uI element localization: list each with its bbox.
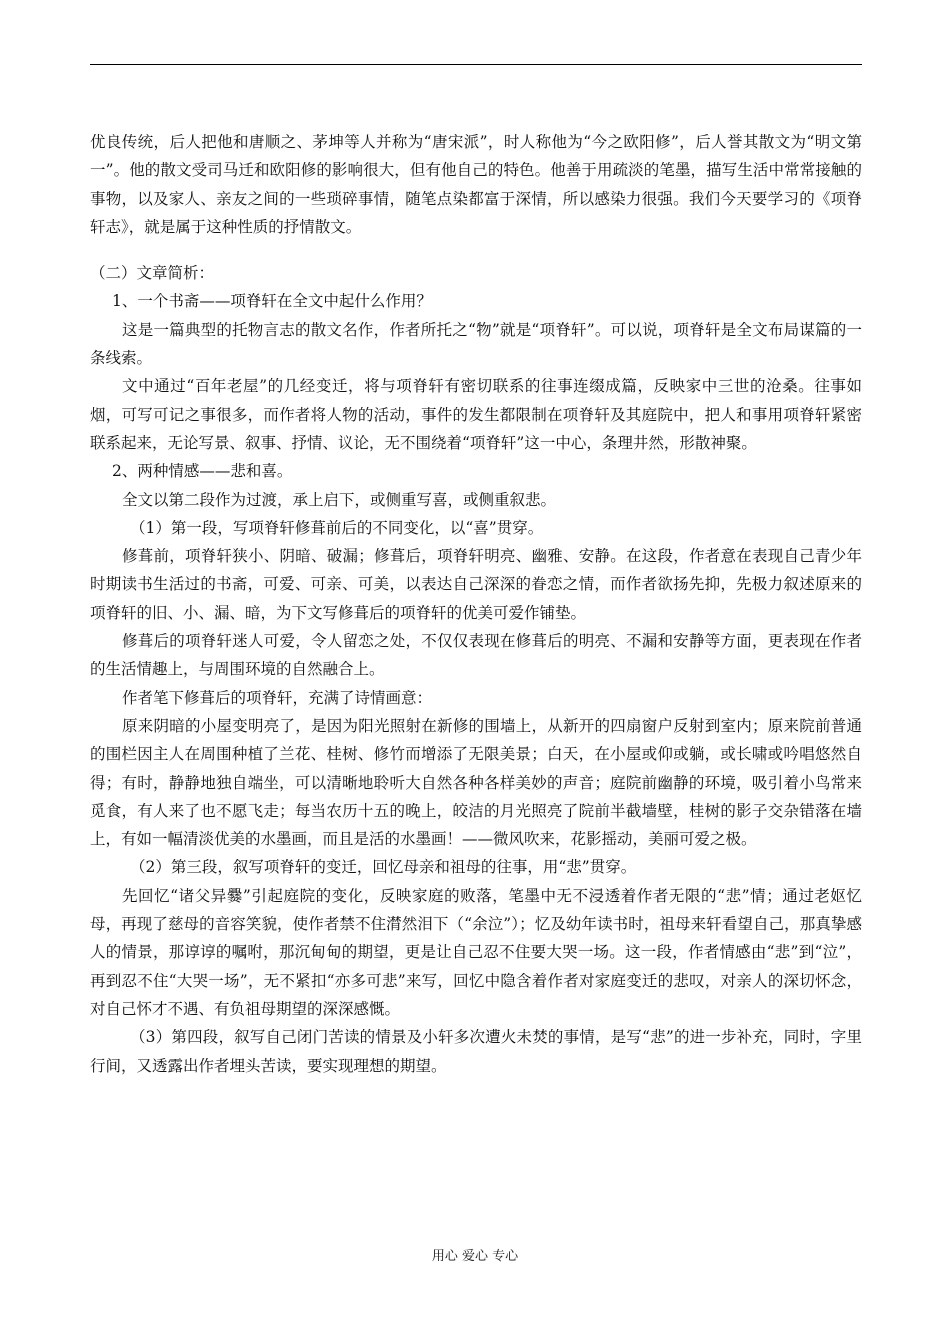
subsection-3-paragraph: （3）第四段，叙写自己闭门苦读的情景及小轩多次遭火未焚的事情，是写“悲”的进一步补充，同时，字里行间，又透露出作者埋头苦读，要实现理想的期望。 bbox=[90, 1028, 862, 1075]
document-body bbox=[90, 128, 862, 1080]
subsection-2-paragraph-1: 先回忆“诸父异爨”引起庭院的变化，反映家庭的败落，笔墨中无不浸透着作者无限的“悲”情；通过老妪忆母，再现了慈母的音容笑貌，使作者禁不住潸然泪下（“余泣”）；忆及幼年读书时，祖母来轩看望自己，那真挚感人的情景，那谆谆的嘱咐，那沉甸甸的期望，更是让自己忍不住要大哭一场。这一段，作者情感由“悲”到“泣”，再到忍不住“大哭一场”，无不紧扣“亦多可悲”来写，回忆中隐含着作者对家庭变迁的悲叹，对亲人的深切怀念，对自己怀才不遇、有负祖母期望的深深感慨。 bbox=[90, 886, 862, 1018]
subsection-1-heading: （1）第一段，写项脊轩修葺前后的不同变化，以“喜”贯穿。 bbox=[130, 518, 544, 537]
subsection-2-heading: （2）第三段，叙写项脊轩的变迁，回忆母亲和祖母的往事，用“悲”贯穿。 bbox=[130, 858, 637, 877]
question-1-paragraph-1: 这是一篇典型的托物言志的散文名作，作者所托之“物”就是“项脊轩”。可以说，项脊轩是全文布局谋篇的一条线索。 bbox=[90, 320, 862, 368]
subsection-1-paragraph-2: 修葺后的项脊轩迷人可爱，令人留恋之处，不仅仅表现在修葺后的明亮、不漏和安静等方面，更表现在作者的生活情趣上，与周围环境的自然融合上。 bbox=[90, 632, 862, 679]
intro-paragraph: 优良传统，后人把他和唐顺之、茅坤等人并称为“唐宋派”，时人称他为“今之欧阳修”，后人誉其散文为“明文第一”。他的散文受司马迁和欧阳修的影响很大，但有他自己的特色。他善于用疏淡的笔墨，描写生活中常常接触的事物，以及家人、亲友之间的一些琐碎事情，随笔点染都富于深情，所以感染力很强。我们今天要学习的《项脊轩志》，就是属于这种性质的抒情散文。 bbox=[90, 133, 862, 236]
question-1-heading: 1、一个书斋——项脊轩在全文中起什么作用？ bbox=[112, 292, 432, 311]
subsection-1-paragraph-3: 作者笔下修葺后的项脊轩，充满了诗情画意： bbox=[122, 688, 433, 707]
page-footer: 用心 爱心 专心 bbox=[431, 1249, 519, 1264]
header-rule bbox=[90, 64, 862, 65]
subsection-1-paragraph-4: 原来阴暗的小屋变明亮了，是因为阳光照射在新修的围墙上，从新开的四扇窗户反射到室内；原来院前普通的围栏因主人在周围种植了兰花、桂树、修竹而增添了无限美景；白天，在小屋或仰或躺，或长啸或吟唱悠然自得；有时，静静地独自端坐，可以清晰地聆听大自然各种各样美妙的声音；庭院前幽静的环境，吸引着小鸟常来觅食，有人来了也不愿飞走；每当农历十五的晚上，皎洁的月光照亮了院前半截墙壁，桂树的影子交杂错落在墙上，有如一幅清淡优美的水墨画，而且是活的水墨画！——微风吹来，花影摇动，美丽可爱之极。 bbox=[90, 716, 862, 849]
question-2-paragraph-1: 全文以第二段作为过渡，承上启下，或侧重写喜，或侧重叙悲。 bbox=[122, 490, 557, 509]
subsection-1-paragraph-1: 修葺前，项脊轩狭小、阴暗、破漏；修葺后，项脊轩明亮、幽雅、安静。在这段，作者意在表现自己青少年时期读书生活过的书斋，可爱、可亲、可美，以表达自己深深的眷恋之情，而作者欲扬先抑，先极力叙述原来的项脊轩的旧、小、漏、暗，为下文写修葺后的项脊轩的优美可爱作铺垫。 bbox=[90, 547, 862, 622]
question-1-paragraph-2: 文中通过“百年老屋”的几经变迁，将与项脊轩有密切联系的往事连缀成篇，反映家中三世的沧桑。往事如烟，可写可记之事很多，而作者将人物的活动，事件的发生都限制在项脊轩及其庭院中，把人和事用项脊轩紧密联系起来，无论写景、叙事、抒情、议论，无不围绕着“项脊轩”这一中心，条理井然，形散神聚。 bbox=[90, 377, 862, 452]
question-2-heading: 2、两种情感——悲和喜。 bbox=[112, 462, 293, 481]
section-heading: （二）文章简析： bbox=[90, 264, 215, 283]
